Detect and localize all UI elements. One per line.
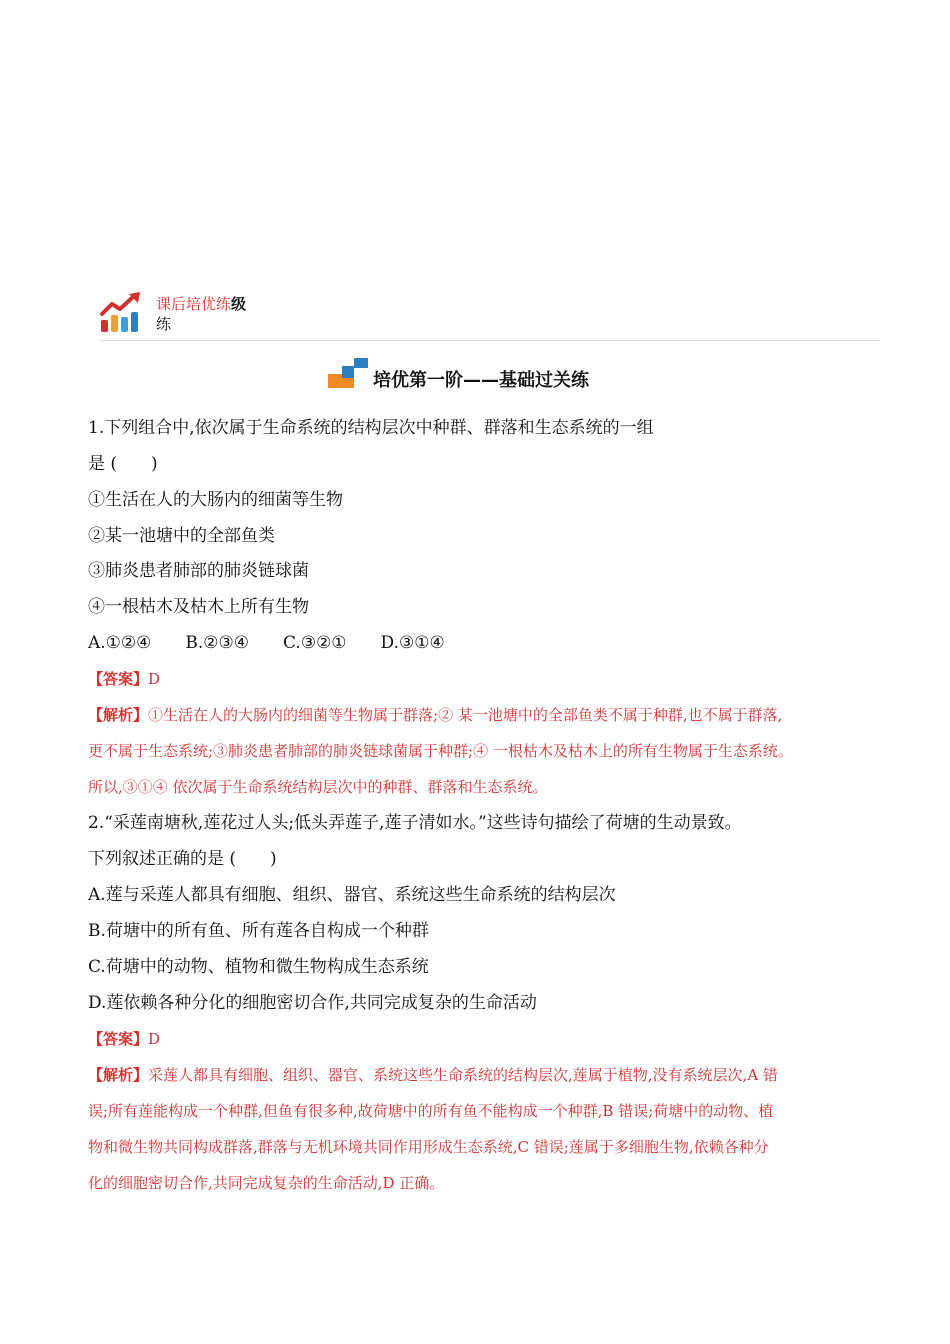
q2-analysis-line4: 化的细胞密切合作,共同完成复杂的生命活动,D 正确。 — [88, 1174, 445, 1192]
q2-stem-line1: 2.“采莲南塘秋,莲花过人头;低头弄莲子,莲子清如水。”这些诗句描绘了荷塘的生动景致。 — [88, 813, 742, 833]
page-header — [100, 288, 880, 341]
q2-analysis-line3: 物和微生物共同构成群落,群落与无机环境共同作用形成生态系统,C 错误;莲属于多细胞生物,依赖各种分 — [88, 1138, 769, 1156]
q1-item-1: ①生活在人的大肠内的细菌等生物 — [88, 490, 343, 510]
q2-option-a: A.莲与采莲人都具有细胞、组织、器官、系统这些生命系统的结构层次 — [88, 885, 616, 905]
q2-analysis-line1 — [88, 1064, 778, 1086]
brand-line2: 练 — [156, 315, 172, 333]
q2-option-b: B.荷塘中的所有鱼、所有莲各自构成一个种群 — [88, 921, 429, 941]
q2-stem-line2: 下列叙述正确的是 ( ) — [88, 849, 277, 869]
q2-analysis-line2: 误;所有莲能构成一个种群,但鱼有很多种,故荷塘中的所有鱼不能构成一个种群,B 错误;荷塘中的动物、植 — [88, 1102, 774, 1120]
q1-answer-tag: 【答案】 — [88, 670, 149, 688]
brand-title — [156, 294, 246, 334]
q1-item-4: ④一根枯木及枯木上所有生物 — [88, 597, 309, 617]
q1-stem-line2: 是 ( ) — [88, 454, 158, 474]
q2-answer-tag: 【答案】 — [88, 1030, 149, 1048]
q2-option-d: D.莲依赖各种分化的细胞密切合作,共同完成复杂的生命活动 — [88, 993, 537, 1013]
q1-analysis-line1 — [88, 704, 782, 726]
q1-analysis-tag: 【解析】 — [88, 706, 149, 724]
brand-bold-text: 级 — [231, 295, 247, 313]
q2-analysis-text1: 采莲人都具有细胞、组织、器官、系统这些生命系统的结构层次,莲属于植物,没有系统层次,A 错 — [148, 1066, 778, 1084]
q2-option-c: C.荷塘中的动物、植物和微生物构成生态系统 — [88, 957, 429, 977]
q1-item-2: ②某一池塘中的全部鱼类 — [88, 526, 275, 546]
growth-chart-icon — [100, 292, 144, 334]
q2-answer-value: D — [148, 1030, 161, 1048]
q1-analysis-text1: ①生活在人的大肠内的细菌等生物属于群落;② 某一池塘中的全部鱼类不属于种群,也不属于群落, — [148, 706, 783, 724]
stairs-icon — [328, 356, 370, 390]
q1-analysis-line3: 所以,③①④ 依次属于生命系统结构层次中的种群、群落和生态系统。 — [88, 778, 548, 796]
q1-options: A.①②④ B.②③④ C.③②① D.③①④ — [88, 633, 445, 653]
section-title-text: 培优第一阶——基础过关练 — [373, 370, 589, 391]
brand-red-text: 课后培优练 — [156, 295, 232, 313]
q1-answer-value: D — [148, 670, 161, 688]
q1-answer — [88, 668, 160, 690]
q1-analysis-line2: 更不属于生态系统;③肺炎患者肺部的肺炎链球菌属于种群;④ 一根枯木及枯木上的所有生物属于生态系统。 — [88, 742, 793, 760]
q1-item-3: ③肺炎患者肺部的肺炎链球菌 — [88, 561, 309, 581]
q2-analysis-tag: 【解析】 — [88, 1066, 149, 1084]
q2-answer — [88, 1028, 160, 1050]
q1-stem-line1: 1.下列组合中,依次属于生命系统的结构层次中种群、群落和生态系统的一组 — [88, 418, 654, 438]
